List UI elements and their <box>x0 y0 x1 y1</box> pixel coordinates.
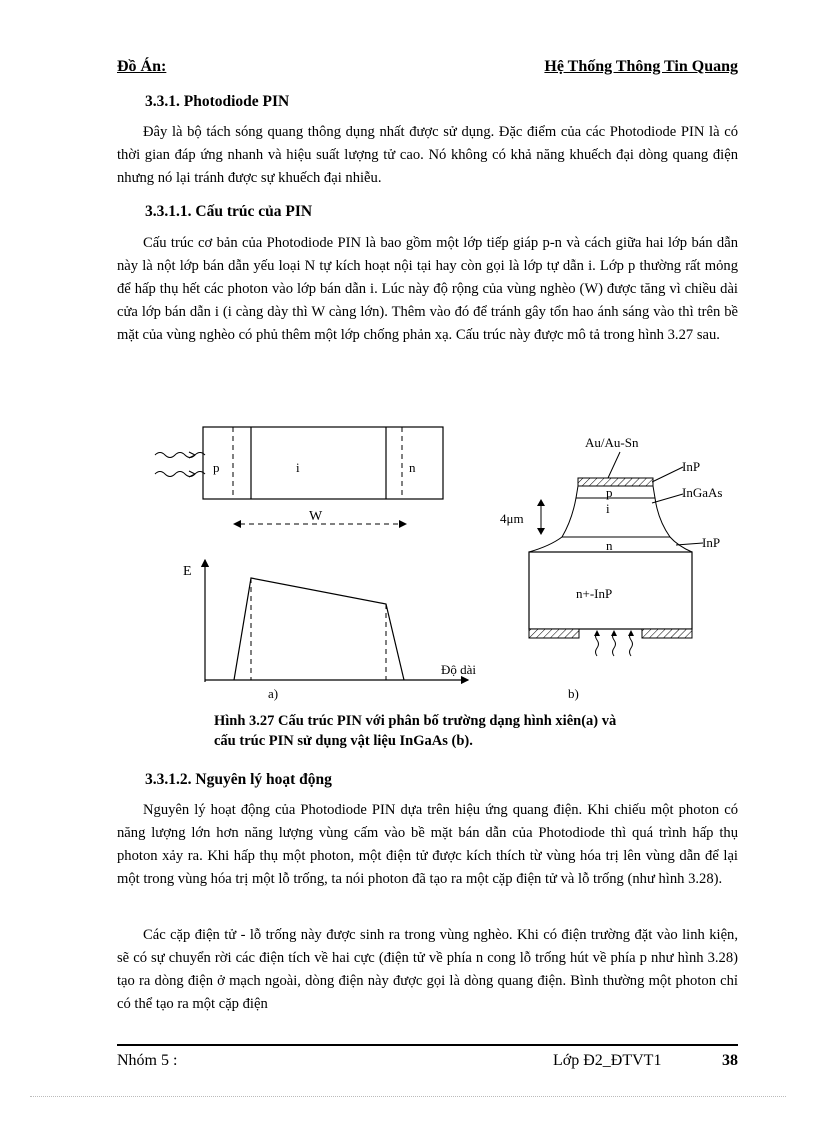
header-left: Đồ Án: <box>117 58 167 75</box>
label-thickness: 4μm <box>500 511 524 526</box>
figure-b-label: b) <box>568 686 579 701</box>
pin-device-box <box>203 427 443 499</box>
paragraph-3-3-1-2-a-text: Nguyên lý hoạt động của Photodiode PIN dựa trên hiệu ứng quang điện. Khi chiếu một photon có năng lượng lớn hơn năng lượng vùng cấm vào bề mặt bán dẫn của Photodiode thì quá trình hấp thụ photon xảy ra. Khi hấp thụ một photon, một điện tử được kích thích từ vùng hóa trị lên vùng dẫn để lại một trong vùng hóa trị một lỗ trống, ta nói photon đã tạo ra một cặp điện tử và lỗ trống (như hình 3.28). <box>117 802 738 887</box>
paragraph-3-3-1-2-b <box>117 924 738 1016</box>
label-inp-top: InP <box>682 459 701 474</box>
top-contact <box>578 478 653 486</box>
mesa-i-layer <box>562 498 670 537</box>
field-profile <box>234 578 404 680</box>
heading-3-3-1-1: 3.3.1.1. Cấu trúc của PIN <box>145 203 313 220</box>
header-right: Hệ Thống Thông Tin Quang <box>544 58 738 75</box>
bottom-contact-left <box>529 629 579 638</box>
paragraph-3-3-1-1-text: Cấu trúc cơ bản của Photodiode PIN là bao gồm một lớp tiếp giáp p-n và cách giữa hai lớp bán dẫn này là nột lớp bán dẫn yếu loại N tự kích hoạt nội tại hay còn gọi là lớp tự dẫn i. Lớp p thường rất mỏng để hấp thụ hết các photon vào lớp bán dẫn i. Lúc này độ rộng của vùng nghèo (W) được tăng vì chiều dài cửa lớp bán dẫn i (i càng dày thì W càng lớn). Thêm vào đó để tránh gây tổn hao ánh sáng vào thì trên bề mặt của vùng nghèo có phủ thêm một lớp chống phản xạ. Cấu trúc này được mô tả trong hình 3.27 sau. <box>117 235 738 343</box>
caption-line-1: Hình 3.27 Cấu trúc PIN với phân bố trường dạng hình xiên(a) và <box>214 713 617 729</box>
page-number: 38 <box>722 1052 738 1069</box>
footer-group: Nhóm 5 : <box>117 1052 178 1069</box>
label-i-b: i <box>606 501 610 516</box>
paragraph-3-3-1-2-b-text: Các cặp điện tử - lỗ trống này được sinh ra trong vùng nghèo. Khi có điện trường đặt vào linh kiện, sẽ có sự chuyển rời các điện tích về hai cực (điện tử về phía n cong lỗ trống hút về phía p như hình 3.28) tạo ra dòng điện ở mạch ngoài, dòng điện này được gọi là dòng quang điện. Bình thường một photon chỉ có thể tạo ra một cặp điện <box>117 927 738 1012</box>
label-ingaas: InGaAs <box>682 485 723 500</box>
paragraph-3-3-1-2-a <box>117 799 738 891</box>
page-footer <box>117 1052 738 1074</box>
label-contact: Au/Au-Sn <box>585 435 639 450</box>
axis-label-e: E <box>183 564 192 579</box>
label-w: W <box>309 509 323 524</box>
label-n-a: n <box>409 460 416 475</box>
heading-3-3-1-2: 3.3.1.2. Nguyên lý hoạt động <box>145 771 332 788</box>
caption-line-2: cấu trúc PIN sử dụng vật liệu InGaAs (b). <box>214 733 473 749</box>
figure-a-field-plot <box>183 560 476 701</box>
label-p-a: p <box>213 460 220 475</box>
figure-caption <box>214 711 714 751</box>
footer-class: Lớp Đ2_ĐTVT1 <box>553 1052 662 1069</box>
label-substrate: n+-InP <box>576 586 613 601</box>
mesa-p-layer <box>576 486 655 498</box>
label-n-b: n <box>606 538 613 553</box>
figure-a-label: a) <box>268 686 279 701</box>
footer-rule <box>117 1044 738 1046</box>
label-p-b: p <box>606 485 613 500</box>
light-ray-icon <box>155 453 205 458</box>
label-i-a: i <box>296 460 300 475</box>
axis-label-length: Độ dài <box>441 662 477 677</box>
figure-b-structure <box>500 435 722 701</box>
heading-3-3-1: 3.3.1. Photodiode PIN <box>145 93 290 110</box>
figure-a-structure <box>155 427 443 528</box>
label-inp-mid: InP <box>702 535 721 550</box>
page-bottom-edge <box>30 1096 786 1097</box>
light-ray-icon <box>155 472 205 477</box>
paragraph-3-3-1-text: Đây là bộ tách sóng quang thông dụng nhất được sử dụng. Đặc điểm của các Photodiode PIN là có thời gian đáp ứng nhanh và hiệu suất lượng tử cao. Nó không có khả năng khuếch đại dòng quang điện nhưng nó lại tránh được sự khuếch đại nhiễu. <box>117 124 738 186</box>
bottom-contact-right <box>642 629 692 638</box>
